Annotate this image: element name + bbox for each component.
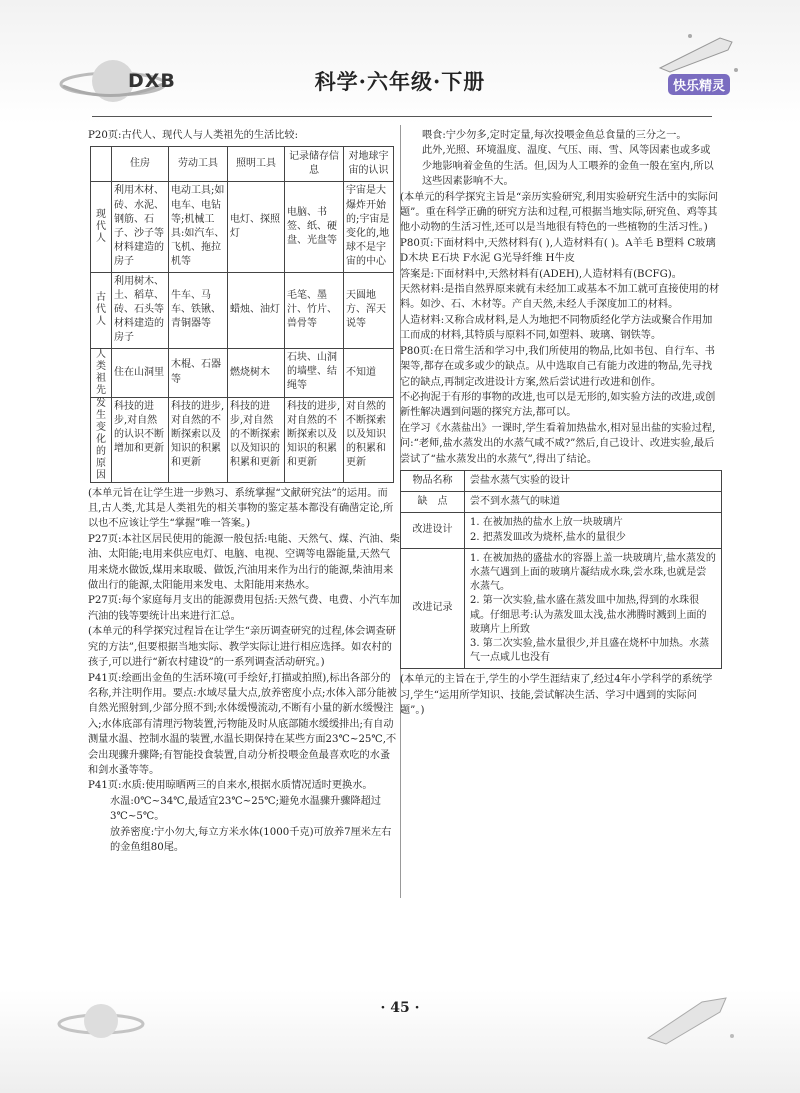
indented-paragraph: 喂食:宁少勿多,定时定量,每次投喂金鱼总食量的三分之一。 xyxy=(422,130,687,141)
shuttle-icon xyxy=(640,988,740,1048)
table-cell: 尝盐水蒸气实验的设计 xyxy=(465,470,722,491)
table-cell: 牛车、马车、铁锹、青铜器等 xyxy=(169,272,228,348)
table-header-row xyxy=(91,147,394,182)
paragraph: 天然材料:是指自然界原来就有未经加工或基本不加工就可直接使用的材料。如沙、石、木材等。产自天然,未经人手深度加工的材料。 xyxy=(400,284,720,311)
paragraph: P41页:水质:使用晾晒两三的自来水,根据水质情况适时更换水。 xyxy=(88,780,373,792)
cell-line: 1. 在被加热的盛盐水的容器上盖一块玻璃片,盐水蒸发的水蒸气遇到上面的玻璃片凝结成水珠,尝水珠,也就是尝水蒸气。 xyxy=(470,552,716,593)
table-cell: 对自然的不断探索以及知识的积累和更新 xyxy=(344,397,394,482)
table-row xyxy=(91,182,394,272)
brand-badge: 快乐精灵 xyxy=(668,74,730,95)
paragraph: (本单元旨在让学生进一步熟习、系统掌握“文献研究法”的运用。而且,古人类,尤其是人类祖先的相关事物的鉴定基本都没有确凿定论,所以也不应该让学生“掌握”唯一答案。) xyxy=(88,487,394,530)
table-cell: 燃烧树木 xyxy=(228,348,285,397)
left-column xyxy=(88,128,400,855)
row-header: 发生变化的原因 xyxy=(91,397,112,482)
cell-line: 3. 第二次实验,盐水量很少,并且盛在烧杯中加热。水蒸气一点咸儿也没有 xyxy=(470,637,710,664)
paragraph: P80页:下面材料中,天然材料有( ),人造材料有( )。A羊毛 B塑料 C玻璃 xyxy=(400,237,716,249)
cell-line: 1. 在被加热的盐水上放一块玻璃片 xyxy=(470,517,623,529)
paragraph: P80页:在日常生活和学习中,我们所使用的物品,比如书包、自行车、书架等,都存在或多或少的缺点。从中选取自己有能力改进的物品,先寻找它的缺点,再制定改进设计方案,然后尝试进行改进和创作。 xyxy=(400,345,715,388)
table-cell: 木棍、石器等 xyxy=(169,348,228,397)
table-key: 物品名称 xyxy=(401,470,465,491)
publisher-logo: DXB xyxy=(128,70,176,92)
table-header-cell: 对地球宇宙的认识 xyxy=(344,147,394,182)
table-cell xyxy=(465,513,722,548)
table-cell: 科技的进步,对自然的不断探索以及知识的积累和更新 xyxy=(228,397,285,482)
row-header: 古代人 xyxy=(91,272,112,348)
paragraph: D木块 E石块 F水泥 G光导纤维 H牛皮 xyxy=(400,253,575,265)
table-row xyxy=(401,470,722,491)
table-cell: 尝不到水蒸气的味道 xyxy=(465,492,722,513)
cell-line: 2. 把蒸发皿改为烧杯,盐水的量很少 xyxy=(470,531,626,543)
row-header: 现代人 xyxy=(91,182,112,272)
table-header-cell: 照明工具 xyxy=(228,147,285,182)
table-row xyxy=(401,513,722,548)
paragraph: 人造材料:又称合成材料,是人为地把不同物质经化学方法或聚合作用加工而成的材料,其特质与原料不同,如塑料、玻璃、钢铁等。 xyxy=(400,314,713,342)
table1-intro: P20页:古代人、现代人与人类祖先的生活比较: xyxy=(88,130,299,141)
table-cell: 不知道 xyxy=(344,348,394,397)
table-cell: 宇宙是大爆炸开始的;宇宙是变化的,地球不是宇宙的中心 xyxy=(344,182,394,272)
paragraph: (本单元的科学探究主旨是“亲历实验研究,利用实验研究生活中的实际问题”。重在科学正确的研究方法和过程,可根据当地实际,研究鱼、鸡等其他小动物的生活习性,还可以是当地很有特色的一些植物的生活习性。) xyxy=(400,191,719,234)
rocket-icon xyxy=(650,30,740,75)
table-cell: 天圆地方、浑天说等 xyxy=(344,272,394,348)
table-header-cell: 劳动工具 xyxy=(169,147,228,182)
right-column xyxy=(400,128,720,719)
table-cell: 蜡烛、油灯 xyxy=(228,272,285,348)
table-key: 改进记录 xyxy=(401,548,465,669)
indented-paragraph: 水温:0℃~34℃,最适宜23℃~25℃;避免水温骤升骤降超过3℃~5℃。 xyxy=(110,795,381,823)
page-title: 科学·六年级·下册 xyxy=(314,69,486,94)
cell-line: 2. 第一次实验,盐水盛在蒸发皿中加热,得到的水珠很咸。仔细思考:认为蒸发皿太浅,盐水沸腾时溅到上面的玻璃片上所致 xyxy=(470,595,707,635)
table-cell: 石块、山洞的墙壁、结绳等 xyxy=(285,348,344,397)
table-cell: 电灯、探照灯 xyxy=(228,182,285,272)
paragraph: P41页:绘画出金鱼的生活环境(可手绘好,打描或拍照),标出各部分的名称,并注明作用。要点:水域尽量大点,放养密度小点;水体入部分能被自然光照射到,少部分照不到;水体缓慢流动,不断有小量的新水缓慢注入;水体底部有清理污物装置,污物能及时从底部随水缓缓排出;有自动测量水温、控制水温的装置,水温长期保持在某些方面23℃~25℃,不会出现骤升骤降;有智能投食装置,自动分析投喂金鱼最喜欢吃的水蚤和剑水蚤等等。 xyxy=(88,672,397,776)
table-cell: 利用木材、砖、水泥、钢筋、石子、沙子等材料建造的房子 xyxy=(112,182,169,272)
paragraph: (本单元的科学探究过程旨在让学生“亲历调查研究的过程,体会调查研究的方法”,但要根据当地实际、教学实际让进行相应选择。如农村的孩子,可以进行“新农村建设”的一系列调查活动研究。) xyxy=(88,626,396,669)
paragraph: 不必拘泥于有形的事物的改进,也可以是无形的,如实验方法的改进,或创新性解决遇到问题的探究方法,都可以。 xyxy=(400,391,716,419)
header-rule xyxy=(92,116,712,117)
table-cell: 电动工具;如电车、电钻等;机械工具:如汽车、飞机、拖拉机等 xyxy=(169,182,228,272)
table-header-cell: 记录储存信息 xyxy=(285,147,344,182)
indented-paragraph: 此外,光照、环境温度、温度、气压、雨、雪、风等因素也或多或少地影响着金鱼的生活。但,因为人工喂养的金鱼一般在室内,所以这些因素影响不大。 xyxy=(422,145,714,188)
table-cell: 电脑、书签、纸、硬盘、光盘等 xyxy=(285,182,344,272)
table-key: 改进设计 xyxy=(401,513,465,548)
table-header-cell: 住房 xyxy=(112,147,169,182)
table-key: 缺 点 xyxy=(401,492,465,513)
table-cell: 住在山洞里 xyxy=(112,348,169,397)
table-cell: 科技的进步,对自然的认识不断增加和更新 xyxy=(112,397,169,482)
table-row xyxy=(91,397,394,482)
table-row xyxy=(401,492,722,513)
row-header: 人类祖先 xyxy=(91,348,112,397)
table-cell: 科技的进步,对自然的不断探索以及知识的积累和更新 xyxy=(285,397,344,482)
experiment-table xyxy=(400,470,722,669)
table-cell: 利用树木、土、稻草、砖、石头等材料建造的房子 xyxy=(112,272,169,348)
paragraph: 答案是:下面材料中,天然材料有(ADEH),人造材料有(BCFG)。 xyxy=(400,268,682,280)
paragraph: 在学习《水蒸盐出》一课时,学生看着加热盐水,相对显出盐的实验过程,问:“老师,盐水蒸发出的水蒸气咸不咸?”然后,自己设计、改进实验,最后尝试了“盐水蒸发出的水蒸气”,得出了结论。 xyxy=(400,422,716,465)
table-cell: 科技的进步,对自然的不断探索以及知识的积累和更新 xyxy=(169,397,228,482)
table-row xyxy=(91,348,394,397)
comparison-table xyxy=(90,146,394,482)
table-cell: 毛笔、墨汁、竹片、兽骨等 xyxy=(285,272,344,348)
paragraph: P27页:每个家庭每月支出的能源费用包括:天然气费、电费、小汽车加汽油的钱等要统计出来进行汇总。 xyxy=(88,595,400,622)
table-header-cell xyxy=(91,147,112,182)
table-row xyxy=(401,548,722,669)
indented-paragraph: 放养密度:宁小勿大,每立方米水体(1000千克)可放养7厘米左右的金鱼组80尾。 xyxy=(110,826,392,853)
paragraph: (本单元的主旨在于,学生的小学生涯结束了,经过4年小学科学的系统学习,学生“运用所学知识、技能,尝试解决生活、学习中遇到的实际问题”。) xyxy=(400,674,713,717)
paragraph: P27页:本社区居民使用的能源一般包括:电能、天然气、煤、汽油、柴油、太阳能;电用来供应电灯、电脑、电视、空调等电器能量,天然气用来烧水做饭,煤用来取暖、做饭,汽油用来作为出行的能源,柴油用来做出行的能源,太阳能用来发电、太阳能用来热水。 xyxy=(88,533,400,592)
page-number: · 45 · xyxy=(380,1000,420,1016)
table-cell xyxy=(465,548,722,669)
table-row xyxy=(91,272,394,348)
